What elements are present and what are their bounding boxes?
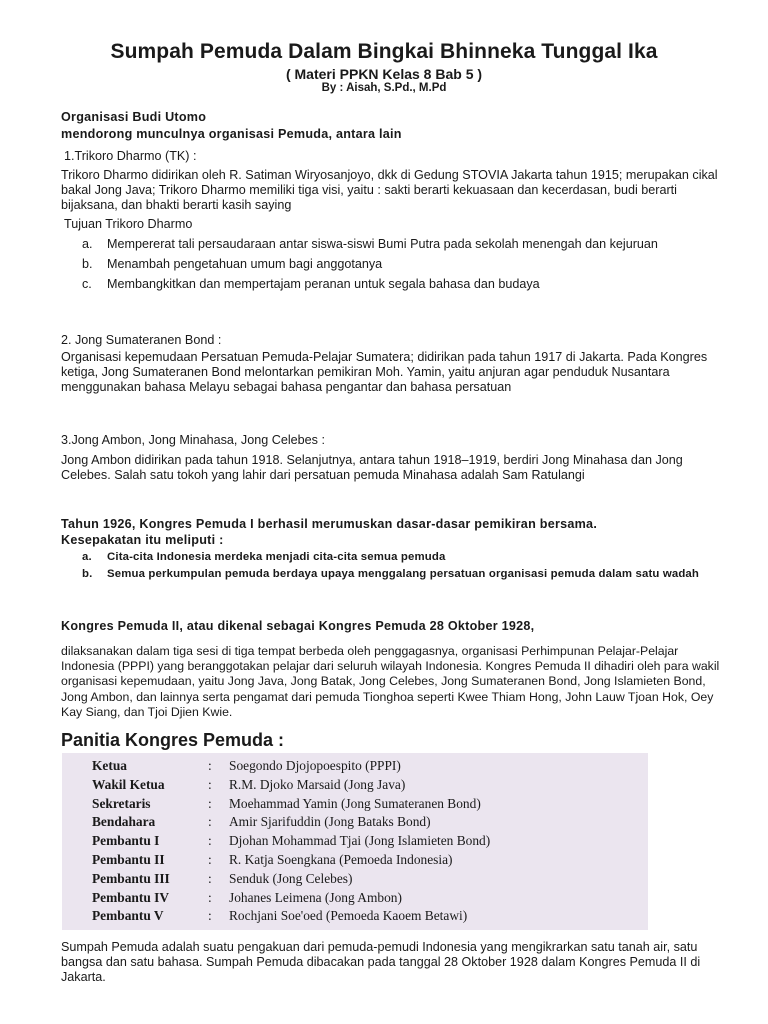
list-text: Menambah pengetahuan umum bagi anggotanya xyxy=(107,257,383,271)
kongres2-body: dilaksanakan dalam tiga sesi di tiga tempat berbeda oleh penggagasnya, organisasi Perhimpunan Pelajar-Pelajar Indonesia (PPPI) yang beranggotakan pelajar dari seluruh wilayah Indonesia. Kongres Pemuda II dihadiri oleh para wakil organisasi kepemudaan, yaitu Jong Java, Jong Batak, Jong Celebes, Jong Sumateranen Bond, Jong Islamieten Bond, Jong Ambon, dan lainnya serta pengamat dari pemuda Tionghoa seperti Kwee Thiam Hong, John Lauw Tjoan Hok, Oey Kay Siang, dan Tjoi Djien Kwie. xyxy=(61,644,720,719)
panitia-row xyxy=(92,814,642,833)
panitia-role: Pembantu IV xyxy=(92,889,170,905)
panitia-separator: : xyxy=(208,852,212,867)
panitia-row xyxy=(92,833,642,852)
panitia-row xyxy=(92,908,642,927)
jsb-body: Organisasi kepemudaan Persatuan Pemuda-Pelajar Sumatera; didirikan pada tahun 1917 di Jakarta. Pada Kongres ketiga, Jong Sumateranen Bond melontarkan pemikiran Moh. Yamin, yaitu anjuran agar penduduk Nusantara menggunakan bahasa Melayu sebagai bahasa pengantar dan bahasa persatuan xyxy=(61,350,708,395)
list-marker: b. xyxy=(82,257,93,271)
ambon-body: Jong Ambon didirikan pada tahun 1918. Selanjutnya, antara tahun 1918–1919, berdiri Jong Minahasa dan Jong Celebes. Salah satu tokoh yang lahir dari persatuan pemuda Minahasa adalah Sam Ratulangi xyxy=(61,453,683,483)
list-item xyxy=(82,566,722,583)
panitia-row xyxy=(92,852,642,871)
panitia-separator: : xyxy=(208,889,212,905)
closing-body: Sumpah Pemuda adalah suatu pengakuan dari pemuda-pemudi Indonesia yang mengikrarkan satu tanah air, satu bangsa dan satu bahasa. Sumpah Pemuda dibacakan pada tanggal 28 Oktober 1928 dalam Kongres Pemuda II di Jakarta. xyxy=(61,940,701,985)
kongres1-line-1: Tahun 1926, Kongres Pemuda I berhasil merumuskan dasar-dasar pemikiran bersama. xyxy=(61,517,598,531)
list-item xyxy=(82,257,722,272)
panitia-separator: : xyxy=(208,908,212,924)
trikoro-tujuan-heading: Tujuan Trikoro Dharmo xyxy=(64,217,193,231)
document-author: By : Aisah, S.Pd., M.Pd xyxy=(321,82,447,94)
intro-line-2: mendorong munculnya organisasi Pemuda, antara lain xyxy=(61,127,402,141)
panitia-separator: : xyxy=(208,758,212,773)
panitia-role: Pembantu V xyxy=(92,908,164,924)
panitia-name: Johanes Leimena (Jong Ambon) xyxy=(229,889,402,905)
list-text: Cita-cita Indonesia merdeka menjadi cita-cita semua pemuda xyxy=(107,551,446,563)
panitia-name: Amir Sjarifuddin (Jong Bataks Bond) xyxy=(229,814,431,830)
list-marker: a. xyxy=(82,551,92,563)
panitia-role: Ketua xyxy=(92,758,127,773)
list-text: Mempererat tali persaudaraan antar siswa-siswi Bumi Putra pada sekolah menengah dan kejuruan xyxy=(107,237,658,251)
panitia-name: Senduk (Jong Celebes) xyxy=(229,870,353,886)
panitia-separator: : xyxy=(208,833,212,849)
panitia-name: Djohan Mohammad Tjai (Jong Islamieten Bond) xyxy=(229,833,491,849)
panitia-row xyxy=(92,758,642,777)
panitia-row xyxy=(92,796,642,815)
list-item xyxy=(82,277,722,292)
panitia-heading: Panitia Kongres Pemuda : xyxy=(61,730,285,750)
panitia-row xyxy=(92,890,642,909)
panitia-row xyxy=(92,777,642,796)
panitia-role: Sekretaris xyxy=(92,795,151,811)
list-item xyxy=(82,549,722,566)
panitia-name: Rochjani Soe'oed (Pemoeda Kaoem Betawi) xyxy=(229,908,468,924)
ambon-heading: 3.Jong Ambon, Jong Minahasa, Jong Celebes : xyxy=(61,433,325,447)
jsb-heading: 2. Jong Sumateranen Bond : xyxy=(61,333,222,347)
trikoro-body: Trikoro Dharmo didirikan oleh R. Satiman Wiryosanjoyo, dkk di Gedung STOVIA Jakarta tahun 1915; merupakan cikal bakal Jong Java; Trikoro Dharmo memiliki tiga visi, yaitu : sakti berarti kekuasaan dan kecerdasan, budi berarti bijaksana, dan bhakti berarti kasih saying xyxy=(61,168,718,213)
panitia-separator: : xyxy=(208,776,212,792)
panitia-separator: : xyxy=(208,795,212,811)
kongres1-line-2: Kesepakatan itu meliputi : xyxy=(61,533,224,547)
list-marker: c. xyxy=(82,277,92,291)
kongres1-list xyxy=(82,549,722,582)
panitia-table xyxy=(62,753,648,930)
intro-line-1: Organisasi Budi Utomo xyxy=(61,110,207,124)
kongres2-heading: Kongres Pemuda II, atau dikenal sebagai Kongres Pemuda 28 Oktober 1928, xyxy=(61,619,535,633)
trikoro-tujuan-list xyxy=(82,237,722,292)
panitia-separator: : xyxy=(208,814,212,830)
document-title: Sumpah Pemuda Dalam Bingkai Bhinneka Tunggal Ika xyxy=(110,40,658,63)
panitia-role: Pembantu I xyxy=(92,833,160,849)
panitia-role: Pembantu II xyxy=(92,852,165,867)
panitia-role: Pembantu III xyxy=(92,870,170,886)
list-marker: b. xyxy=(82,567,93,580)
panitia-role: Bendahara xyxy=(92,814,156,830)
list-text: Semua perkumpulan pemuda berdaya upaya menggalang persatuan organisasi pemuda dalam satu wadah xyxy=(107,567,700,580)
panitia-row xyxy=(92,871,642,890)
panitia-name: Moehammad Yamin (Jong Sumateranen Bond) xyxy=(229,795,481,811)
panitia-separator: : xyxy=(208,870,212,886)
panitia-name: R.M. Djoko Marsaid (Jong Java) xyxy=(229,776,406,792)
list-marker: a. xyxy=(82,237,93,251)
list-text: Membangkitkan dan mempertajam peranan untuk segala bahasa dan budaya xyxy=(107,277,540,291)
panitia-role: Wakil Ketua xyxy=(92,776,165,792)
document-subtitle: ( Materi PPKN Kelas 8 Bab 5 ) xyxy=(285,66,483,82)
panitia-name: Soegondo Djojopoespito (PPPI) xyxy=(229,758,401,773)
panitia-name: R. Katja Soengkana (Pemoeda Indonesia) xyxy=(229,852,453,867)
list-item xyxy=(82,237,722,252)
trikoro-heading: 1.Trikoro Dharmo (TK) : xyxy=(64,149,197,163)
